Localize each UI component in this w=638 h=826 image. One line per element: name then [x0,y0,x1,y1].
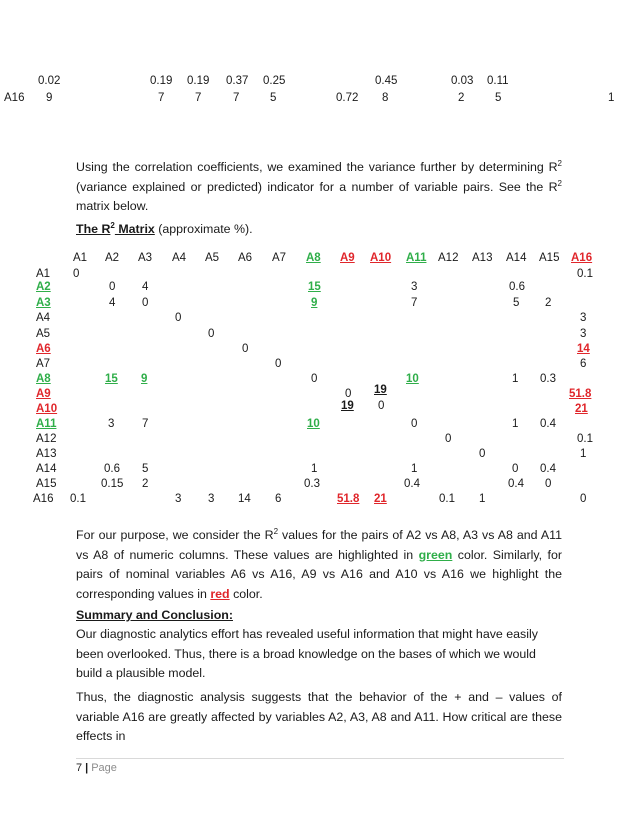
matrix-cell: 21 [374,493,387,505]
red-highlight-word: red [210,586,230,601]
conclusion-paragraph: Thus, the diagnostic analysis suggests that the behavior of the + and – values of variable A16 are greatly affected by variables A2, A3, A8 and A11. How critical are these effects in [76,690,562,743]
top-value: 0.72 [336,92,359,104]
matrix-cell: 0 [411,418,418,430]
matrix-cell: 0 [345,388,352,400]
col-header: A9 [340,252,355,264]
top-value: 7 [233,92,240,104]
top-value: 9 [46,92,53,104]
row-header: A14 [36,463,57,475]
row-header: A15 [36,478,57,490]
summary-heading: Summary and Conclusion: [76,608,233,622]
page-footer [76,762,117,774]
matrix-title-bold: Matrix [114,222,155,236]
green-highlight-word: green [418,547,453,562]
matrix-cell: 15 [105,373,118,385]
top-value: 5 [495,92,502,104]
matrix-cell: 0 [445,433,452,445]
matrix-cell: 51.8 [337,493,360,505]
col-header: A14 [506,252,527,264]
matrix-title-bold: The R [76,222,111,236]
matrix-cell: 2 [545,297,552,309]
superscript: 2 [557,158,562,168]
matrix-title-rest: (approximate %). [154,222,253,236]
row-header: A1 [36,268,51,280]
matrix-cell: 0.1 [577,268,593,280]
top-value: 0.11 [487,75,509,87]
matrix-cell: 0 [378,400,385,412]
matrix-cell: 14 [577,343,590,355]
top-value: 0.19 [187,75,210,87]
footer-separator: | [85,762,89,774]
matrix-cell: 14 [238,493,251,505]
matrix-cell: 6 [275,493,282,505]
matrix-cell: 1 [479,493,486,505]
matrix-cell: 1 [311,463,318,475]
matrix-cell: 0 [545,478,552,490]
matrix-cell: 0.1 [439,493,455,505]
matrix-cell: 0.4 [404,478,420,490]
page-number: 7 [76,762,83,774]
row-header: A2 [36,281,51,293]
matrix-cell: 0.6 [104,463,120,475]
matrix-cell: 0.4 [540,463,556,475]
matrix-cell: 3 [208,493,215,505]
matrix-cell: 0 [109,281,116,293]
matrix-cell: 6 [580,358,587,370]
col-header: A5 [205,252,220,264]
footer-divider [76,758,564,759]
page-word: Page [91,762,117,774]
row-header: A11 [36,418,57,430]
body-text: For our purpose, we consider the R [76,528,274,542]
matrix-cell: 10 [406,373,419,385]
intro-text: matrix below. [76,199,149,213]
matrix-cell: 51.8 [569,388,592,400]
col-header: A13 [472,252,493,264]
matrix-cell: 21 [575,403,588,415]
top-value: 0.25 [263,75,286,87]
top-value: 0.19 [150,75,173,87]
matrix-cell: 19 [374,384,387,396]
matrix-cell: 3 [411,281,418,293]
top-value: 8 [382,92,389,104]
matrix-cell: 1 [411,463,418,475]
matrix-cell: 9 [141,373,148,385]
matrix-cell: 0.1 [577,433,593,445]
matrix-cell: 0 [311,373,318,385]
col-header: A2 [105,252,120,264]
body-text: color. [229,586,263,601]
body-text: color. Similarly, for pairs of nominal variables A6 vs A16, A9 vs A16 and A10 vs A16 we highlight the corresponding values in [76,547,562,601]
col-header: A4 [172,252,187,264]
matrix-cell: 1 [580,448,587,460]
matrix-cell: 3 [580,312,587,324]
row-label: A16 [4,92,25,104]
matrix-cell: 7 [142,418,149,430]
top-value: 2 [458,92,465,104]
col-header: A10 [370,252,392,264]
matrix-cell: 0 [580,493,587,505]
matrix-cell: 0 [208,328,215,340]
top-value: 0.37 [226,75,249,87]
matrix-cell: 4 [142,281,149,293]
matrix-cell: 0.15 [101,478,124,490]
col-header: A1 [73,252,88,264]
matrix-cell: 0 [242,343,249,355]
matrix-cell: 3 [580,328,587,340]
row-header: A8 [36,373,51,385]
row-header: A5 [36,328,51,340]
row-header: A6 [36,343,51,355]
col-header: A6 [238,252,253,264]
matrix-cell: 5 [142,463,149,475]
row-header: A4 [36,312,51,324]
matrix-cell: 0.3 [304,478,320,490]
superscript: 2 [557,178,562,188]
matrix-cell: 0.4 [540,418,556,430]
top-value: 7 [195,92,202,104]
row-header: A16 [33,493,54,505]
highlight-paragraph [76,526,562,604]
matrix-cell: 0 [175,312,182,324]
matrix-cell: 2 [142,478,149,490]
summary-paragraph: Our diagnostic analytics effort has revealed useful information that might have easily been overlooked. Thus, there is a broad knowledge on the bases of which we would build a plausible model. [76,627,538,680]
matrix-cell: 10 [307,418,320,430]
superscript: 2 [273,526,279,536]
top-value: 1 [608,92,615,104]
matrix-cell: 0 [275,358,282,370]
intro-text: (variance explained or predicted) indicator for a number of variable pairs. See the R [76,179,558,194]
body-text: values for the pairs of A2 vs A8, A3 vs A8 and A11 vs A8 of numeric columns. These values are highlighted in [76,528,563,562]
col-header: A16 [571,252,593,264]
row-header: A3 [36,297,51,309]
matrix-cell: 5 [513,297,520,309]
matrix-cell: 1 [512,418,519,430]
matrix-cell: 0.1 [70,493,86,505]
matrix-cell: 19 [341,400,354,412]
matrix-cell: 3 [108,418,115,430]
matrix-cell: 3 [175,493,182,505]
row-header: A13 [36,448,57,460]
row-header: A7 [36,358,51,370]
matrix-cell: 0 [73,268,80,280]
matrix-cell: 1 [512,373,519,385]
row-header: A9 [36,388,51,400]
matrix-cell: 0.3 [540,373,556,385]
matrix-cell: 0 [512,463,519,475]
col-header: A7 [272,252,287,264]
row-header: A12 [36,433,57,445]
top-value: 0.45 [375,75,398,87]
matrix-cell: 7 [411,297,418,309]
col-header: A12 [438,252,459,264]
top-value: 0.03 [451,75,474,87]
matrix-title [76,222,253,236]
col-header: A8 [306,252,321,264]
col-header: A11 [406,252,427,264]
intro-paragraph [76,158,562,217]
col-header: A3 [138,252,153,264]
top-value: 7 [158,92,165,104]
superscript: 2 [110,220,115,230]
top-value: 0.02 [38,75,61,87]
matrix-cell: 0.6 [509,281,525,293]
matrix-cell: 0.4 [508,478,524,490]
row-header: A10 [36,403,58,415]
top-value: 5 [270,92,277,104]
matrix-cell: 4 [109,297,116,309]
matrix-cell: 0 [479,448,486,460]
col-header: A15 [539,252,560,264]
matrix-cell: 9 [311,297,318,309]
intro-text: Using the correlation coefficients, we examined the variance further by determining R [76,160,558,174]
matrix-cell: 15 [308,281,321,293]
matrix-cell: 0 [142,297,149,309]
